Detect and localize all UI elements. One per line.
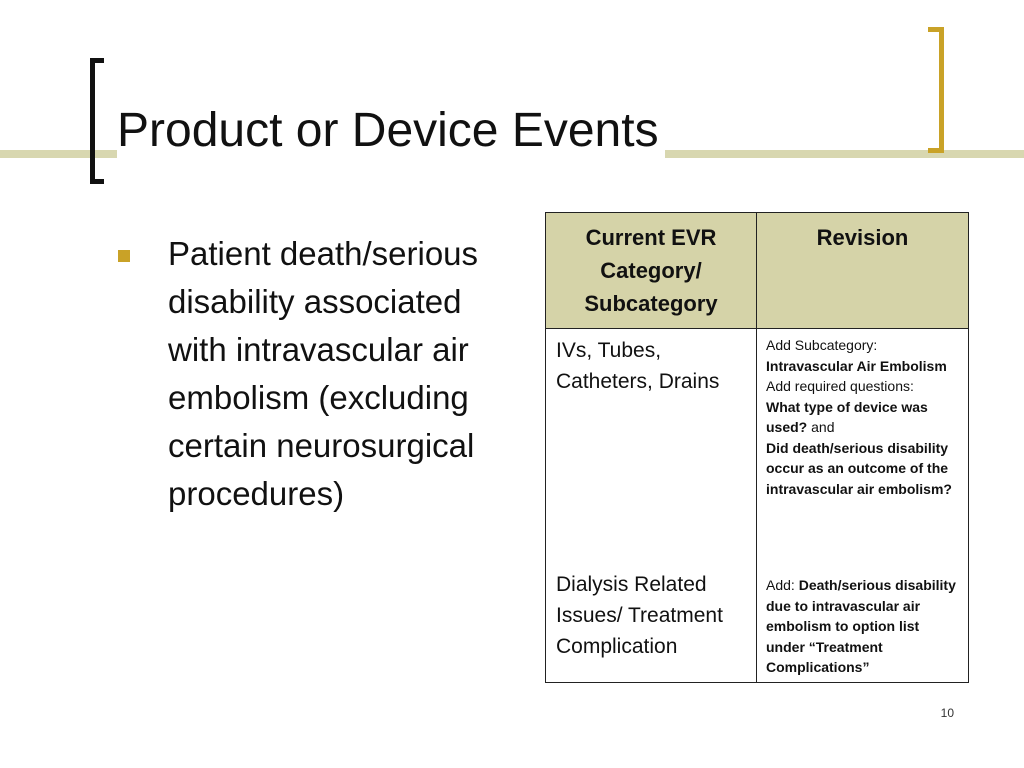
category-cell [546, 329, 757, 683]
category-dialysis: Dialysis Related Issues/ Treatment Complication [556, 573, 723, 658]
evr-revision-table [545, 212, 969, 683]
header-revision: Revision [757, 213, 969, 329]
revision-block-1 [766, 335, 959, 575]
page-number: 10 [940, 706, 954, 720]
bullet-text: Patient death/serious disability associated with intravascular air embolism (excluding certain neurosurgical procedures) [168, 235, 479, 512]
header-current-category: Current EVR Category/ Subcategory [546, 213, 757, 329]
question-2: Did death/serious disability occur as an outcome of the intravascular air embolism? [766, 439, 952, 497]
add-subcategory-label: Add Subcategory: [766, 337, 878, 353]
category-ivs-tubes: IVs, Tubes, Catheters, Drains [556, 339, 720, 393]
and-text: and [807, 419, 835, 435]
right-bracket-decoration [928, 27, 944, 153]
revision-cell [757, 329, 969, 683]
subcategory-name: Intravascular Air Embolism [766, 357, 947, 374]
question-1-line [766, 397, 959, 438]
slide-title: Product or Device Events [117, 100, 665, 162]
revision-block-2 [766, 575, 959, 678]
add-label: Add: [766, 577, 799, 593]
option-text: Death/serious disability due to intravascular air embolism to option list under “Treatment Complications” [766, 577, 956, 675]
table-row [546, 329, 969, 683]
add-questions-label: Add required questions: [766, 378, 914, 394]
bullet-square-icon [118, 250, 130, 262]
question-1: What type of device was used? [766, 398, 928, 435]
left-bracket-decoration [90, 58, 104, 184]
bullet-list [118, 230, 498, 518]
table-header-row [546, 213, 969, 329]
